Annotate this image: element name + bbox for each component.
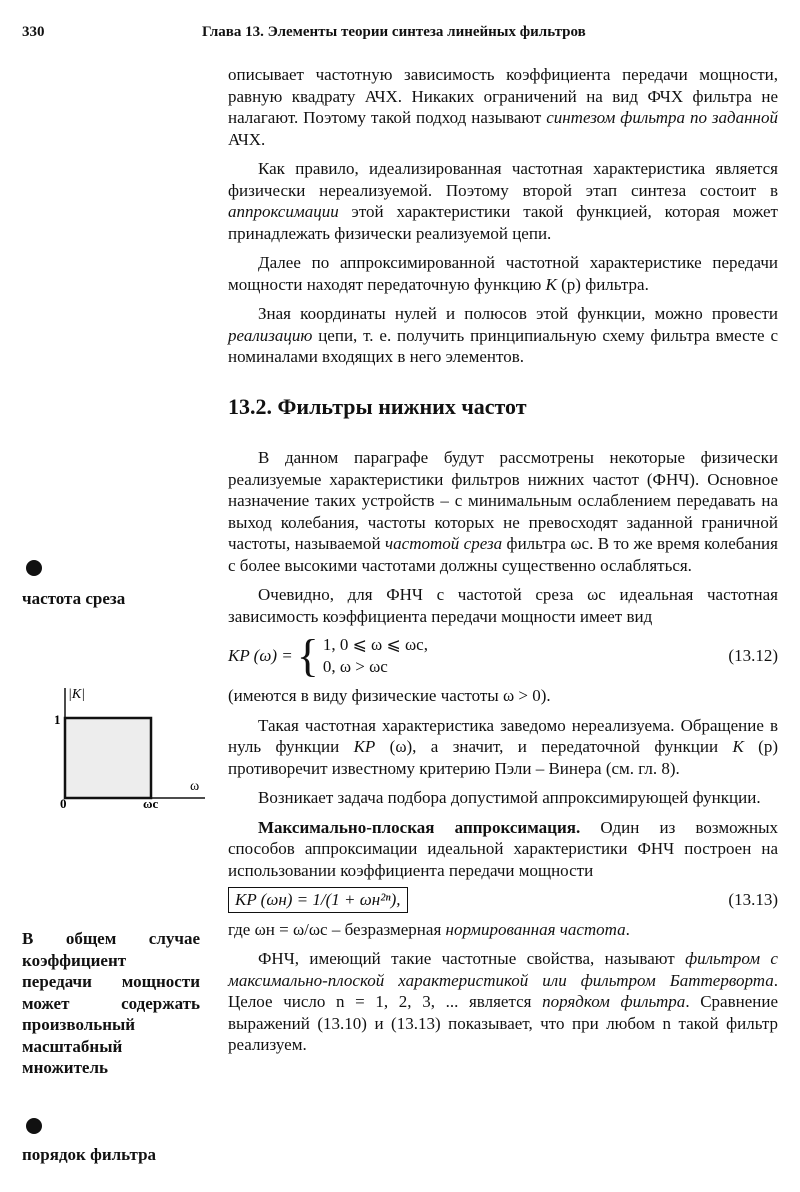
- page-number: 330: [22, 24, 45, 40]
- equation-lhs: KP (ω) =: [228, 646, 293, 666]
- ideal-lpf-figure: [40, 680, 210, 810]
- paragraph: Возникает задача подбора допустимой аппроксимирующей функции.: [258, 788, 761, 807]
- margin-note: частота среза: [22, 589, 126, 608]
- equation-13-12: [228, 630, 778, 681]
- paragraph: Далее по аппроксимированной частотной характеристике передачи мощности находят передаточную функцию K (p) фильтра.: [228, 253, 778, 294]
- y-tick-label: 1: [54, 712, 61, 727]
- main-text: [228, 64, 778, 1056]
- x-axis-label: ω: [190, 779, 200, 794]
- x-tick-label: ωс: [143, 796, 159, 810]
- equation-formula: KP (ωн) = 1/(1 + ωн²ⁿ),: [228, 887, 408, 913]
- equation-case: 1, 0 ⩽ ω ⩽ ωс,: [322, 635, 428, 654]
- paragraph: Зная координаты нулей и полюсов этой функции, можно провести реализацию цепи, т. е. получить принципиальную схему фильтра вместе с номиналами входящих в него элементов.: [228, 304, 778, 366]
- paragraph: описывает частотную зависимость коэффициента передачи мощности, равную квадрату АЧХ. Никаких ограничений на вид ФЧХ фильтра не налагают. Поэтому такой подход называют синтезом фильтра по заданной АЧХ.: [228, 65, 778, 149]
- equation-13-13: [228, 887, 778, 913]
- passband-rect: [65, 718, 151, 798]
- margin-note: В общем случае коэффициент передачи мощности может содержать произвольный масштабный множитель: [22, 929, 200, 1077]
- margin-bullet-icon: [26, 560, 42, 576]
- brace: {: [296, 630, 319, 681]
- margin-note: порядок фильтра: [22, 1145, 157, 1164]
- paragraph: ФНЧ, имеющий такие частотные свойства, называют фильтром с максимально-плоской характеристикой или фильтром Баттерворта. Целое число n = 1, 2, 3, ... является порядком фильтра. Сравнение выражений (13.10) и (13.13) показывает, что при любом n такой фильтр реализуем.: [228, 949, 779, 1054]
- equation-case: 0, ω > ωс: [322, 657, 388, 676]
- paragraph: Очевидно, для ФНЧ с частотой среза ωс идеальная частотная зависимость коэффициента передачи мощности имеет вид: [228, 585, 778, 626]
- equation-number: (13.12): [728, 646, 778, 666]
- paragraph: (имеются в виду физические частоты ω > 0).: [228, 686, 551, 705]
- section-title: 13.2. Фильтры нижних частот: [228, 393, 527, 419]
- paragraph: Максимально-плоская аппроксимация. Один из возможных способов аппроксимации идеальной характеристики ФНЧ построен на использовании коэффициента передачи мощности: [228, 817, 778, 880]
- paragraph: В данном параграфе будут рассмотрены некоторые физически реализуемые характеристики фильтров нижних частот (ФНЧ). Основное назначение таких устройств – с минимальным ослаблением передавать на выход колебания, частоты которых не превосходят заданной граничной частоты, называемой частотой среза фильтра ωс. В то же время колебания с более высокими частотами должны существенно ослабляться.: [228, 448, 778, 575]
- origin-label: 0: [60, 796, 67, 810]
- paragraph: Такая частотная характеристика заведомо нереализуема. Обращение в нуль функции KP (ω), а значит, и передаточной функции K (p) противоречит известному критерию Пэли – Винера (см. гл. 8).: [228, 715, 778, 778]
- margin-bullet-icon: [26, 1118, 42, 1134]
- chapter-title: Глава 13. Элементы теории синтеза линейных фильтров: [202, 24, 586, 40]
- paragraph: Как правило, идеализированная частотная характеристика является физически нереализуемой. Поэтому второй этап синтеза состоит в аппроксимации этой характеристики такой функцией, которая может принадлежать физически реализуемой цепи.: [228, 159, 778, 243]
- equation-number: (13.13): [728, 890, 778, 909]
- paragraph: где ωн = ω/ωс – безразмерная нормированная частота.: [228, 919, 630, 939]
- y-axis-label: |K|: [68, 687, 86, 702]
